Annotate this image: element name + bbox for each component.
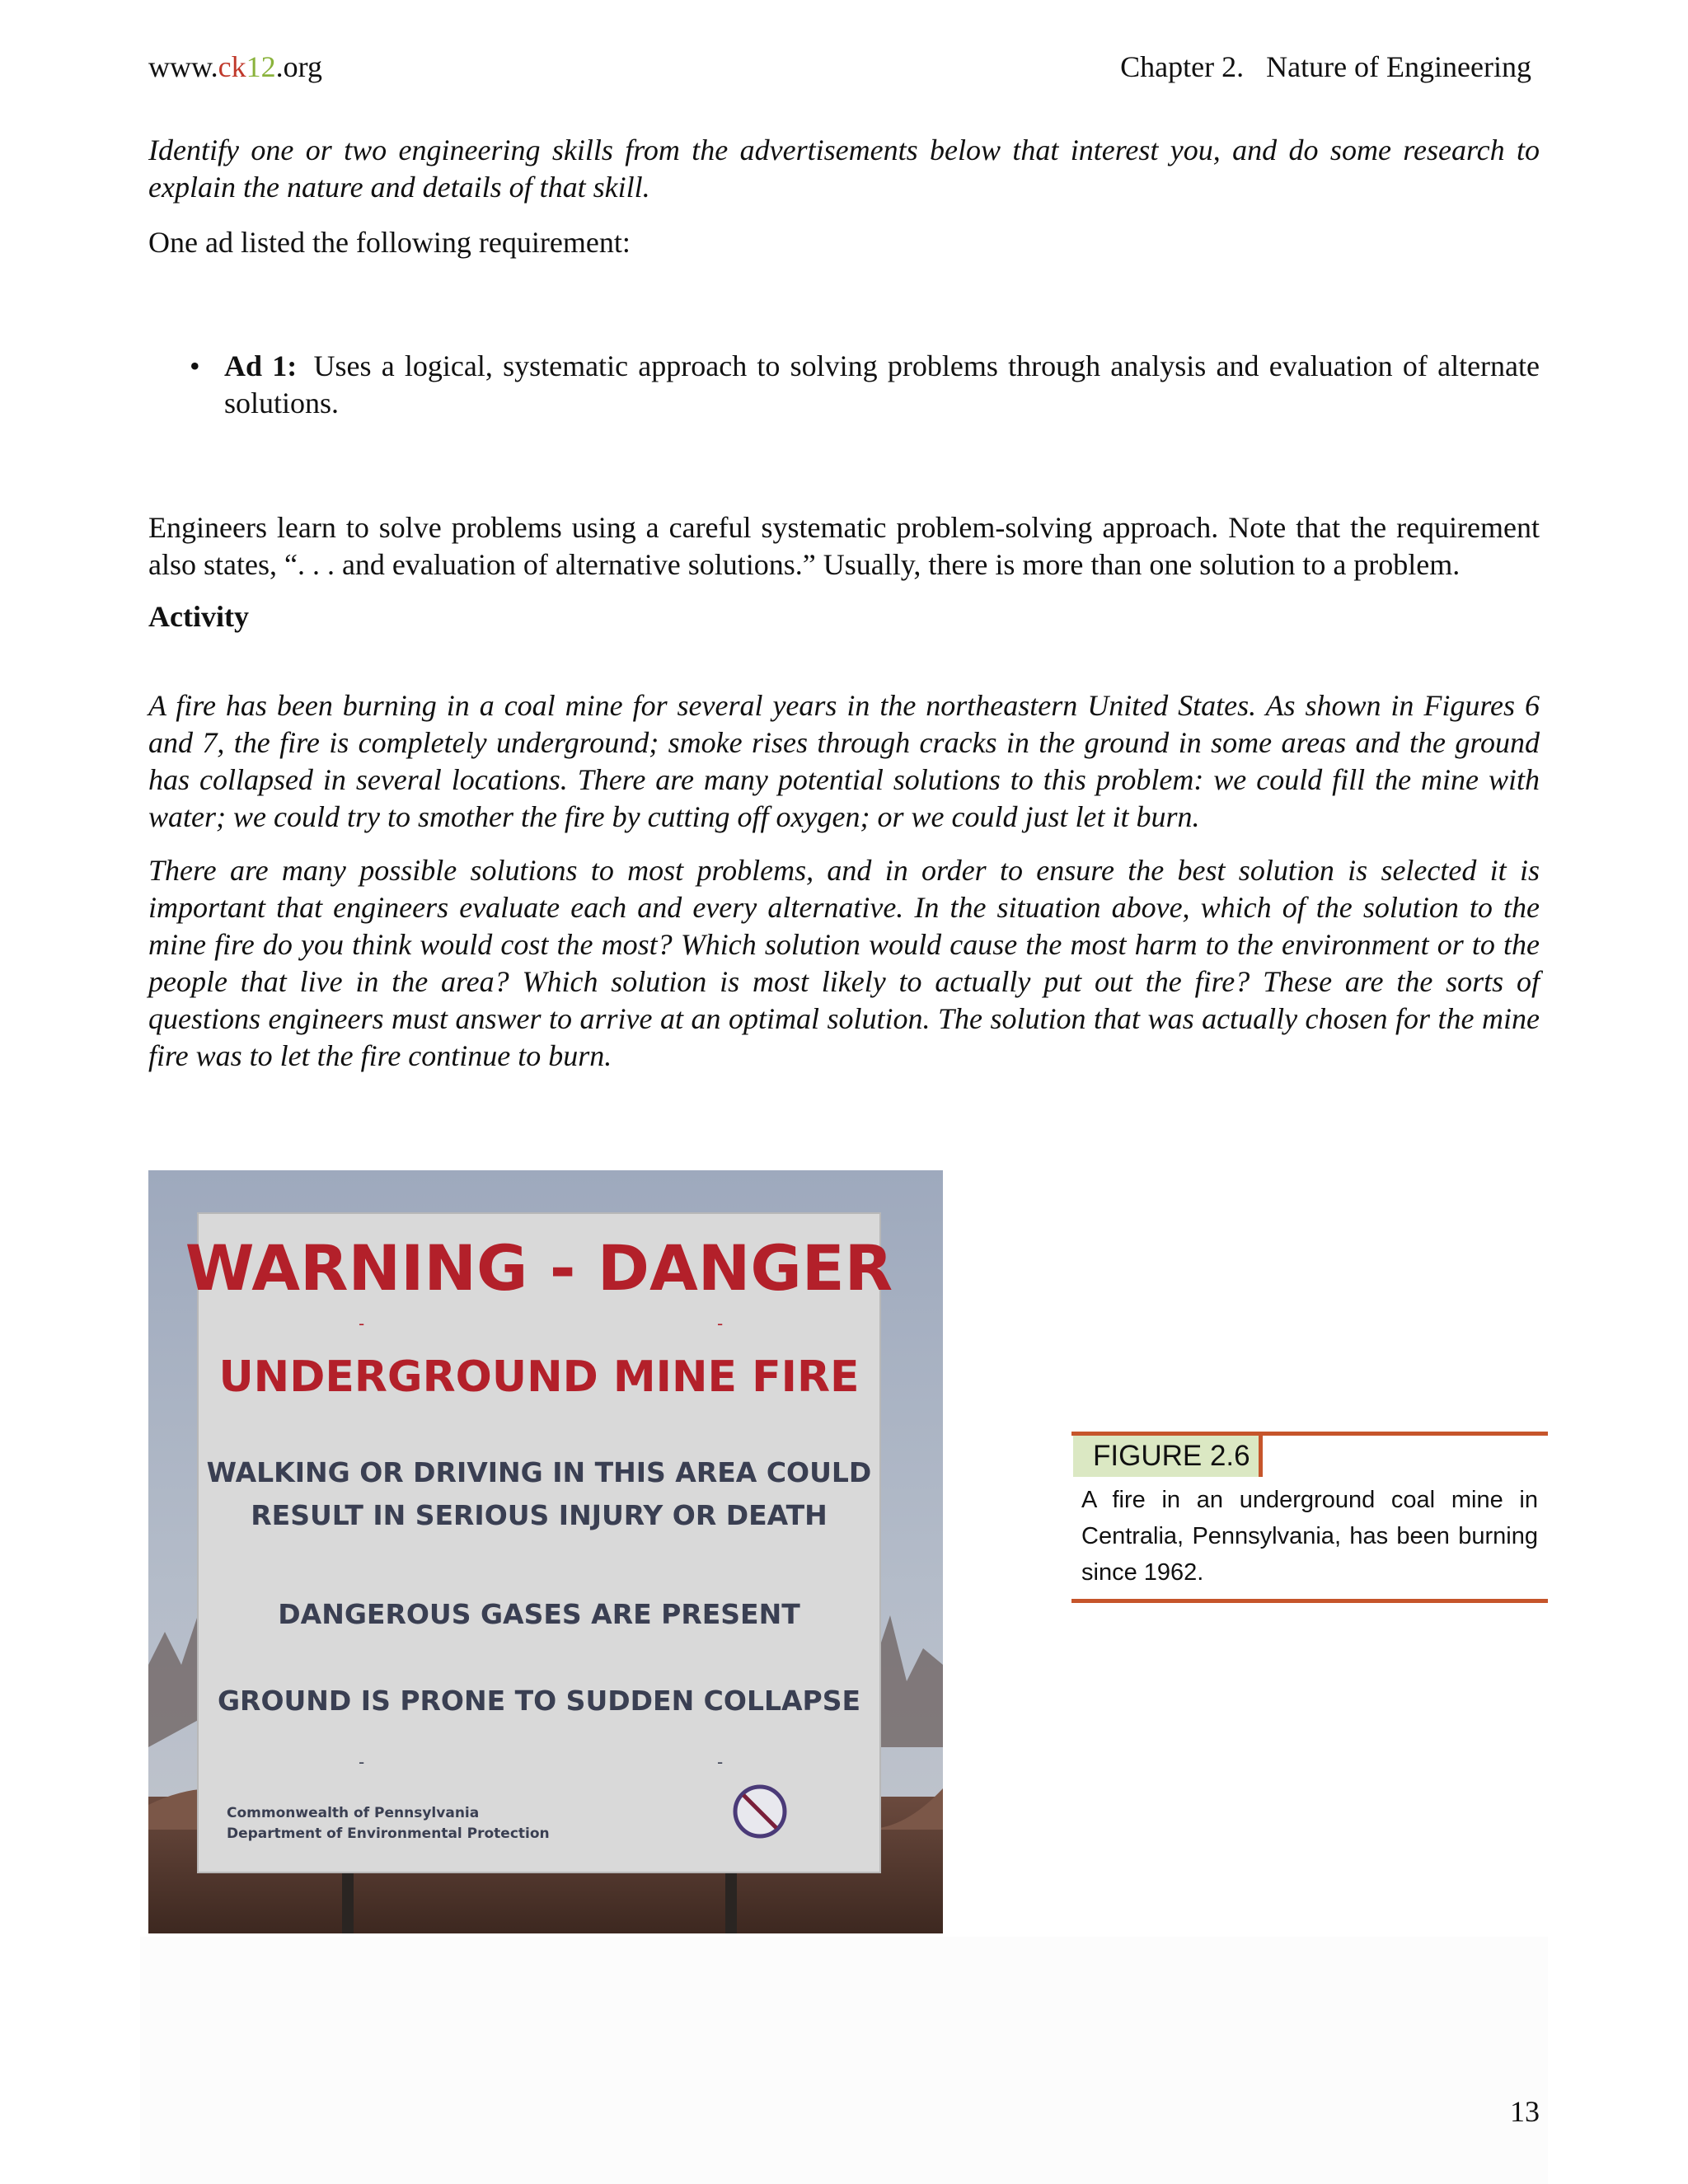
- bullet-text: Uses a logical, systematic approach to solving problems through analysis and evaluation of alternate solutions.: [224, 349, 1540, 419]
- sign-agency-2: Department of Environmental Protection: [227, 1825, 550, 1842]
- sign-agency-1: Commonwealth of Pennsylvania: [227, 1805, 480, 1821]
- svg-text:-: -: [359, 1314, 365, 1333]
- bullet-dot-icon: •: [190, 349, 200, 382]
- mine-fire-warning-sign-photo: [148, 1170, 943, 1933]
- bullet-label: Ad 1:: [224, 349, 298, 382]
- page-number: 13: [1510, 2095, 1540, 2128]
- intro-instruction: Identify one or two engineering skills from the advertisements below that interest you, and do some research to explain the nature and details of that skill.: [148, 134, 1540, 204]
- activity-paragraph-2: There are many possible solutions to most problems, and in order to ensure the best solution is selected it is important that engineers evaluate each and every alternative. In the situation above, which of the solution to the mine fire do you think would cost the most? Which solution would cause the most harm to the environment or to the people that live in the area? Which solution is most likely to actually put out the fire? These are the sorts of questions engineers must answer to arrive at an optimal solution. The solution that was actually chosen for the mine fire was to let the fire continue to burn.: [148, 854, 1540, 1072]
- sign-line-3: DANGEROUS GASES ARE PRESENT: [278, 1598, 800, 1630]
- figure-label: FIGURE 2.6: [1073, 1436, 1263, 1477]
- chapter-title: Chapter 2. Nature of Engineering: [1120, 50, 1531, 83]
- no-entry-icon: [735, 1787, 785, 1836]
- running-header: [148, 46, 1531, 87]
- sign-line-2: RESULT IN SERIOUS INJURY OR DEATH: [251, 1499, 828, 1531]
- ad-intro: One ad listed the following requirement:: [148, 226, 631, 259]
- paragraph-engineers: Engineers learn to solve problems using a careful systematic problem-solving approach. Note that the requirement also states, “. . . and evaluation of alternative solutions.” Usually, there is more than one solution to a problem.: [148, 511, 1540, 581]
- site-url[interactable]: www.ck12.org: [148, 50, 322, 83]
- svg-text:-: -: [359, 1752, 365, 1772]
- sign-line-1: WALKING OR DRIVING IN THIS AREA COULD: [206, 1456, 872, 1488]
- sign-line-4: GROUND IS PRONE TO SUDDEN COLLAPSE: [217, 1685, 861, 1717]
- activity-paragraph-1: A fire has been burning in a coal mine for several years in the northeastern United States. As shown in Figures 6 and 7, the fire is completely underground; smoke rises through cracks in the ground in some areas and the ground has collapsed in several locations. There are many potential solutions to this problem: we could fill the mine with water; we could try to smother the fire by cutting off oxygen; or we could just let it burn.: [148, 689, 1540, 833]
- svg-text:-: -: [717, 1314, 724, 1333]
- svg-text:-: -: [717, 1752, 724, 1772]
- figure-caption-text: A fire in an underground coal mine in Centralia, Pennsylvania, has been burning since 1962.: [1081, 1487, 1538, 1586]
- page-footer-tint: [140, 1937, 1548, 2184]
- sign-subtitle: UNDERGROUND MINE FIRE: [218, 1352, 860, 1402]
- sign-title: WARNING - DANGER: [185, 1231, 893, 1305]
- figure-caption: [1071, 1432, 1548, 1603]
- activity-heading: Activity: [148, 600, 249, 633]
